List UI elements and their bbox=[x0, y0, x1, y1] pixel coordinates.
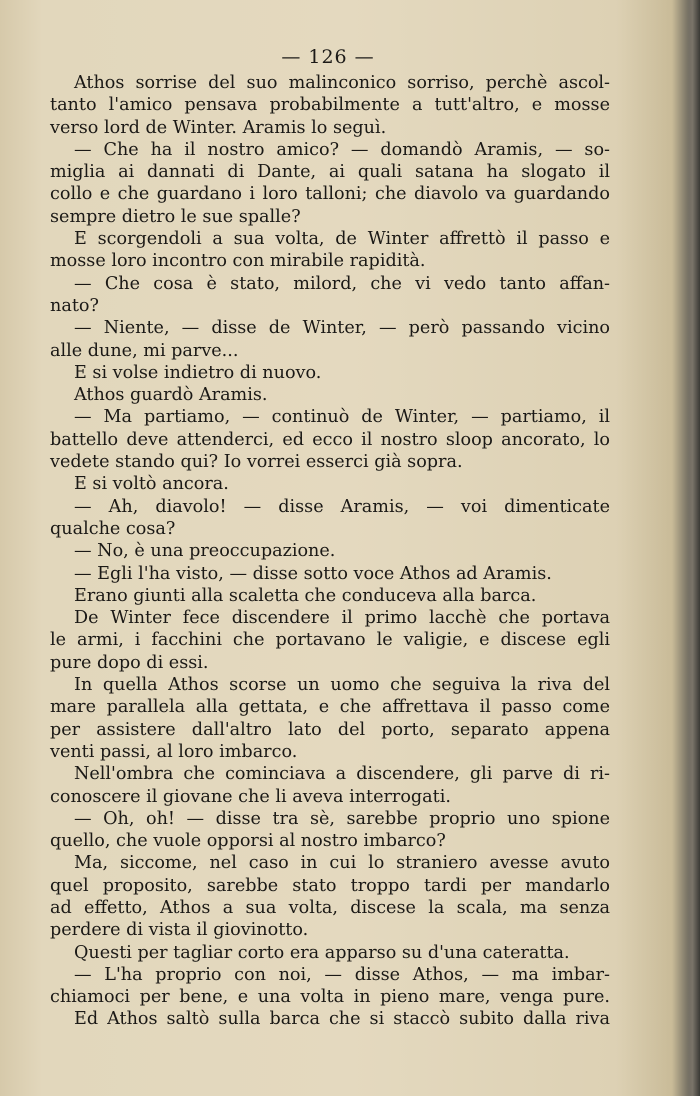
text-line: qualche cosa? bbox=[50, 518, 176, 539]
text-line: le armi, i facchini che portavano le valigie, e discese egli bbox=[50, 630, 610, 651]
text-line: — Ah, diavolo! — disse Aramis, — voi dimenticate bbox=[74, 496, 610, 517]
text-line: — No, è una preoccupazione. bbox=[74, 541, 336, 562]
text-line: In quella Athos scorse un uomo che seguiva la riva del bbox=[74, 675, 610, 696]
text-line: Ed Athos saltò sulla barca che si staccò subito dalla riva bbox=[74, 1009, 610, 1030]
text-line: collo e che guardano i loro talloni; che diavolo va guardando bbox=[50, 184, 610, 205]
text-line: E si volse indietro di nuovo. bbox=[74, 362, 322, 383]
text-line: — Egli l'ha visto, — disse sotto voce Athos ad Aramis. bbox=[74, 563, 552, 584]
text-line: E scorgendoli a sua volta, de Winter affrettò il passo e bbox=[74, 229, 610, 250]
text-line: — Niente, — disse de Winter, — però passando vicino bbox=[74, 318, 610, 339]
text-line: Athos sorrise del suo malinconico sorriso, perchè ascol- bbox=[74, 73, 610, 93]
text-line: Ma, siccome, nel caso in cui lo straniero avesse avuto bbox=[74, 853, 610, 874]
body-text bbox=[50, 72, 610, 1031]
book-spine-shadow bbox=[686, 0, 700, 1096]
text-line: conoscere il giovane che li aveva interrogati. bbox=[50, 786, 451, 807]
text-line: Nell'ombra che cominciava a discendere, gli parve di ri- bbox=[74, 764, 610, 785]
text-line: De Winter fece discendere il primo lacchè che portava bbox=[74, 608, 610, 629]
text-line: perdere di vista il giovinotto. bbox=[50, 920, 309, 941]
page-number: — 126 — bbox=[281, 46, 375, 68]
text-line: pure dopo di essi. bbox=[50, 652, 209, 673]
text-line: E si voltò ancora. bbox=[74, 474, 229, 495]
text-line: verso lord de Winter. Aramis lo seguì. bbox=[50, 117, 387, 138]
text-line: Questi per tagliar corto era apparso su d'una cateratta. bbox=[74, 942, 570, 963]
text-line: vedete stando qui? Io vorrei esserci già sopra. bbox=[50, 452, 463, 473]
text-line: chiamoci per bene, e una volta in pieno mare, venga pure. bbox=[50, 987, 610, 1008]
text-line: — L'ha proprio con noi, — disse Athos, — ma imbar- bbox=[74, 964, 610, 985]
text-line: — Che cosa è stato, milord, che vi vedo tanto affan- bbox=[74, 273, 610, 294]
text-line: nato? bbox=[50, 295, 99, 316]
text-line: mare parallela alla gettata, e che affrettava il passo come bbox=[50, 697, 610, 718]
text-line: — Ma partiamo, — continuò de Winter, — partiamo, il bbox=[74, 407, 610, 428]
text-line: quel proposito, sarebbe stato troppo tardi per mandarlo bbox=[50, 875, 610, 896]
text-line: per assistere dall'altro lato del porto, separato appena bbox=[50, 719, 610, 740]
text-line: ad effetto, Athos a sua volta, discese la scala, ma senza bbox=[50, 897, 610, 918]
text-line: tanto l'amico pensava probabilmente a tutt'altro, e mosse bbox=[50, 95, 610, 116]
text-line: venti passi, al loro imbarco. bbox=[50, 741, 298, 762]
text-line: Erano giunti alla scaletta che conduceva alla barca. bbox=[74, 585, 537, 606]
text-line: quello, che vuole opporsi al nostro imbarco? bbox=[50, 831, 446, 852]
text-line: — Che ha il nostro amico? — domandò Aramis, — so- bbox=[74, 139, 610, 160]
text-line: sempre dietro le sue spalle? bbox=[50, 206, 301, 227]
text-line: battello deve attenderci, ed ecco il nostro sloop ancorato, lo bbox=[50, 429, 610, 450]
text-line: — Oh, oh! — disse tra sè, sarebbe proprio uno spione bbox=[74, 808, 610, 829]
text-line: mosse loro incontro con mirabile rapidità. bbox=[50, 251, 426, 272]
text-line: miglia ai dannati di Dante, ai quali satana ha slogato il bbox=[50, 162, 610, 183]
text-line: Athos guardò Aramis. bbox=[74, 385, 268, 406]
text-line: alle dune, mi parve... bbox=[50, 340, 239, 361]
